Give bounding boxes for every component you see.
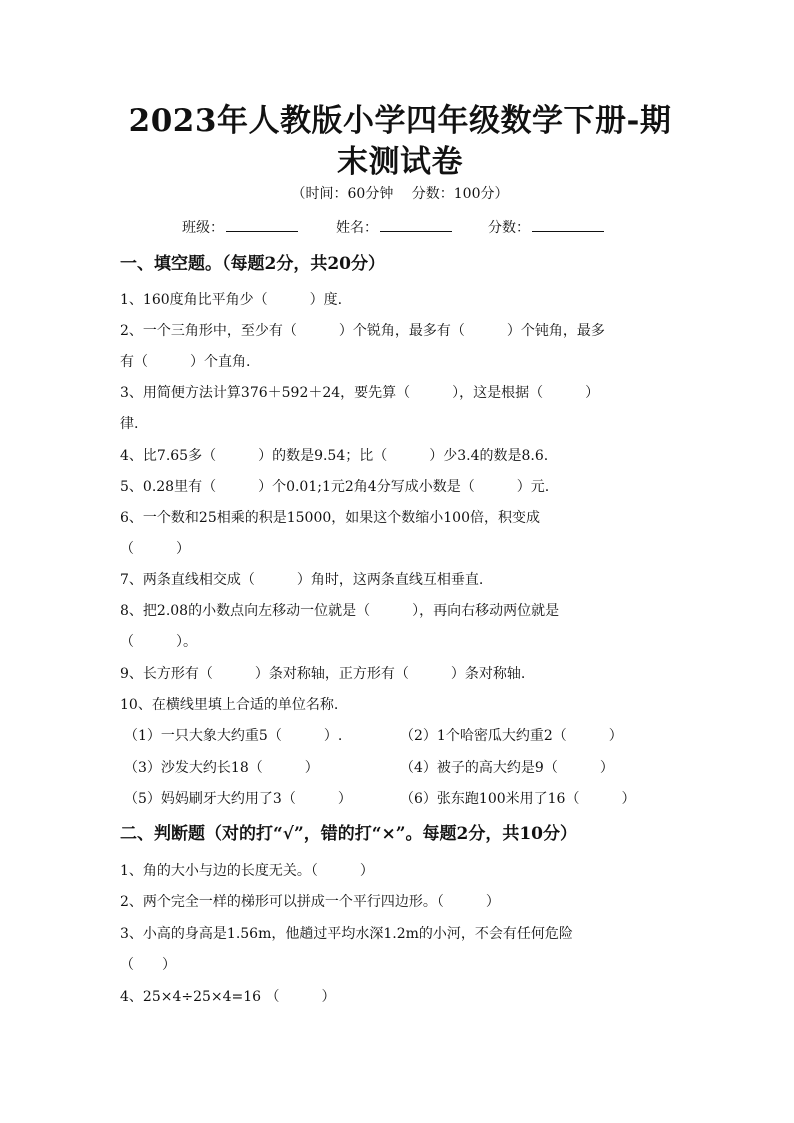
fill-question-7: 7、两条直线相交成（ ）角时，这两条直线互相垂直. xyxy=(120,572,484,588)
fill-question-5: 5、0.28里有（ ）个0.01;1元2角4分写成小数是（ ）元. xyxy=(120,479,550,495)
unit-item-1: （1）一只大象大约重5（ ）. xyxy=(124,728,343,744)
fill-question-1: 1、160度角比平角少（ ）度. xyxy=(120,292,343,308)
exam-title-line2: 末测试卷 xyxy=(337,144,463,180)
fill-question-10: 10、在横线里填上合适的单位名称. xyxy=(120,697,339,713)
judge-question-1: 1、角的大小与边的长度无关。（ ） xyxy=(120,863,374,879)
judge-question-3-line1: 3、小高的身高是1.56m，他趟过平均水深1.2m的小河，不会有任何危险 xyxy=(120,926,573,942)
fill-question-8-line2: （ ）。 xyxy=(120,634,197,650)
score-field xyxy=(488,217,604,238)
exam-time-score: （时间：60分钟 分数：100分） xyxy=(291,186,509,202)
name-blank[interactable] xyxy=(380,217,452,232)
fill-question-8-line1: 8、把2.08的小数点向左移动一位就是（ ），再向右移动两位就是 xyxy=(120,603,560,619)
score-label: 分数： xyxy=(488,220,530,236)
class-field xyxy=(182,217,298,238)
section2-heading: 二、判断题（对的打“√”，错的打“×”。每题2分，共10分） xyxy=(120,824,578,844)
judge-question-4: 4、25×4÷25×4=16 （ ） xyxy=(120,989,336,1005)
unit-item-4: （4）被子的高大约是9（ ） xyxy=(400,760,614,776)
fill-question-3-line2: 律. xyxy=(120,416,139,432)
name-label: 姓名： xyxy=(336,220,378,236)
fill-question-6-line1: 6、一个数和25相乘的积是15000，如果这个数缩小100倍，积变成 xyxy=(120,510,540,526)
judge-question-3-line2: （ ） xyxy=(120,957,176,973)
fill-question-6-line2: （ ） xyxy=(120,541,190,557)
unit-item-6: （6）张东跑100米用了16（ ） xyxy=(400,791,636,807)
unit-item-3: （3）沙发大约长18（ ） xyxy=(124,760,319,776)
fill-question-2-line2: 有（ ）个直角. xyxy=(120,354,251,370)
unit-item-2: （2）1个哈密瓜大约重2（ ） xyxy=(400,728,623,744)
class-label: 班级： xyxy=(182,220,224,236)
class-blank[interactable] xyxy=(226,217,298,232)
section1-heading: 一、填空题。（每题2分，共20分） xyxy=(120,254,385,274)
fill-question-3-line1: 3、用简便方法计算376＋592＋24，要先算（ ），这是根据（ ） xyxy=(120,385,600,401)
judge-question-2: 2、两个完全一样的梯形可以拼成一个平行四边形。（ ） xyxy=(120,894,500,910)
score-blank[interactable] xyxy=(532,217,604,232)
exam-title-line1: 2023年人教版小学四年级数学下册-期 xyxy=(128,103,672,139)
unit-item-5: （5）妈妈刷牙大约用了3（ ） xyxy=(124,791,352,807)
fill-question-9: 9、长方形有（ ）条对称轴，正方形有（ ）条对称轴. xyxy=(120,666,526,682)
fill-question-2-line1: 2、一个三角形中，至少有（ ）个锐角，最多有（ ）个钝角，最多 xyxy=(120,323,605,339)
fill-question-4: 4、比7.65多（ ）的数是9.54；比（ ）少3.4的数是8.6. xyxy=(120,448,549,464)
name-field xyxy=(336,217,452,238)
